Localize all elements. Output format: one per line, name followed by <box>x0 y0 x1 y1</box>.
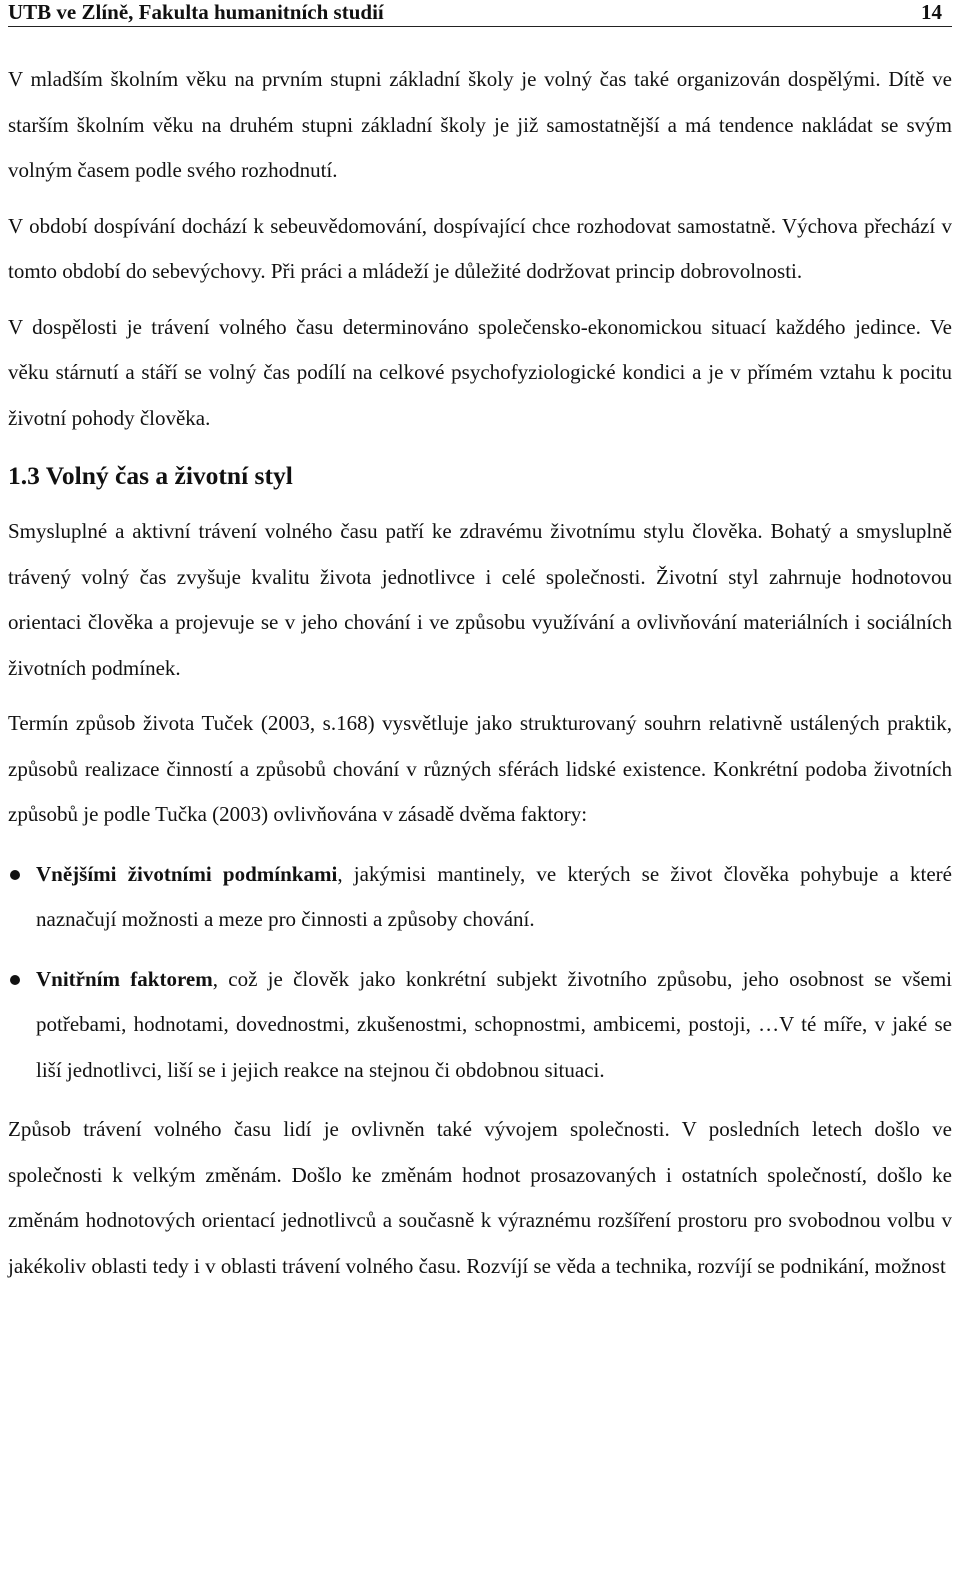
paragraph-society-development: Způsob trávení volného času lidí je ovlivněn také vývojem společnosti. V posledních letech došlo ve společnosti k velkým změnám. Došlo ke změnám hodnot prosazovaných i ostatních společností, došlo ke změnám hodnotových orientací jednotlivců a současně k výraznému rozšíření prostoru pro svobodnou volbu v jakékoliv oblasti tedy i v oblasti trávení volného času. Rozvíjí se věda a technika, rozvíjí se podnikání, možnost <box>8 1117 952 1278</box>
paragraph-adolescence: V období dospívání dochází k sebeuvědomování, dospívající chce rozhodovat samostatně. Výchova přechází v tomto období do sebevýchovy. Při práci a mládeží je důležité dodržovat princip dobrovolnosti. <box>8 213 952 283</box>
factor-list <box>8 852 952 1094</box>
factor-term: Vnitřním faktorem <box>36 966 213 991</box>
paragraph-adulthood: V dospělosti je trávení volného času determinováno společensko-ekonomickou situací každého jedince. Ve věku stárnutí a stáří se volný čas podílí na celkové psychofyziologické kondici a je v přímém vztahu k pocitu životní pohody člověka. <box>8 314 952 430</box>
page-number: 14 <box>921 0 942 24</box>
paragraph-younger-school-age: V mladším školním věku na prvním stupni základní školy je volný čas také organizován dospělými. Dítě ve starším školním věku na druhém stupni základní školy je již samostatnější a má tendence nakládat se svým volným časem podle svého rozhodnutí. <box>8 67 952 182</box>
list-item <box>8 957 952 1094</box>
paragraph-meaningful-leisure: Smysluplné a aktivní trávení volného času patří ke zdravému životnímu stylu člověka. Bohatý a smysluplně trávený volný čas zvyšuje kvalitu života jednotlivce i celé společnosti. Životní styl zahrnuje hodnotovou orientaci člověka a projevuje se v jeho chování i ve způsobu využívání a ovlivňování materiálních i sociálních životních podmínek. <box>8 519 952 680</box>
header-title: UTB ve Zlíně, Fakulta humanitních studií <box>8 0 384 24</box>
section-heading: 1.3 Volný čas a životní styl <box>8 461 293 490</box>
factor-description: , jakýmisi mantinely, ve kterých se život člověka pohybuje a které naznačují možnosti a meze pro činnosti a způsoby chování. <box>36 861 953 931</box>
factor-description: , což je člověk jako konkrétní subjekt životního způsobu, jeho osobnost se všemi potřebami, hodnotami, dovednostmi, zkušenostmi, schopnostmi, ambicemi, postoji, …V té míře, v jaké se liší jednotlivci, liší se i jejich reakce na stejnou či obdobnou situaci. <box>36 966 953 1082</box>
list-item <box>8 852 952 943</box>
running-header <box>8 0 952 27</box>
bullet-icon <box>10 975 20 985</box>
bullet-icon <box>10 870 20 880</box>
paragraph-way-of-life: Termín způsob života Tuček (2003, s.168) vysvětluje jako strukturovaný souhrn relativně ustálených praktik, způsobů realizace činností a způsobů chování v různých sférách lidské existence. Konkrétní podoba životních způsobů je podle Tučka (2003) ovlivňována v zásadě dvěma faktory: <box>8 711 952 826</box>
factor-term: Vnějšími životními podmínkami <box>36 861 338 886</box>
